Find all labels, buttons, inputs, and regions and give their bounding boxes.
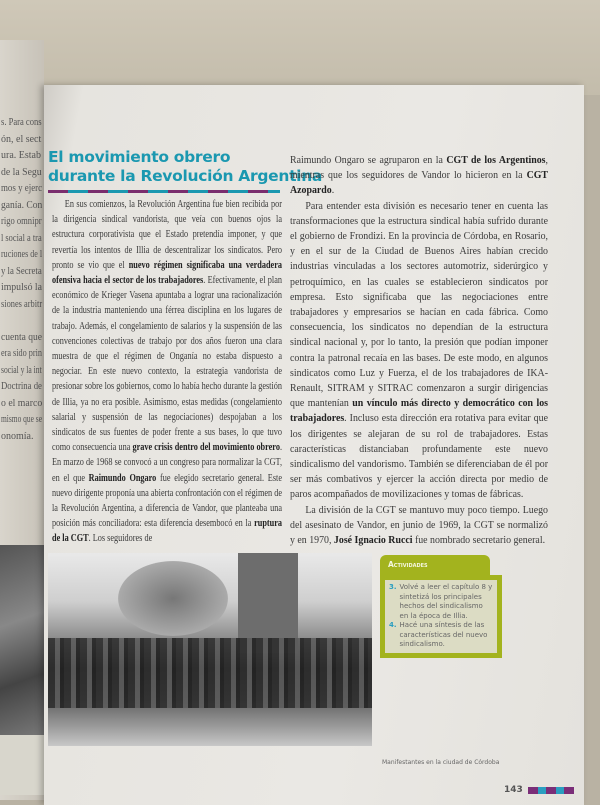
activities-header: Actividades: [380, 555, 490, 575]
previous-page-fragment: Doctrina de: [1, 381, 42, 392]
text-run: . Incluso esta dirección era rotativa para evitar que los dirigentes se alejaran de su rol de trabajadores. Estas características distanciaban profundamente este nuevo sindicalismo del vandorismo. También se diferenciaban de él por ser más combativos y ejercer la acción directa por medio de paros acompañados de movilizaciones y tomas de fábricas.: [290, 413, 548, 501]
previous-page-line: [1, 132, 43, 149]
previous-page-fragment: onomía.: [1, 430, 34, 442]
previous-page-fragment: l social a tra: [1, 232, 42, 244]
previous-page-fragment: ón, el sect: [1, 133, 42, 145]
previous-page-line: [1, 396, 43, 413]
previous-page-line: [1, 214, 43, 231]
previous-page-line: [1, 346, 43, 363]
text-run: En sus comienzos, la Revolución Argentina fue bien recibida por la dirigencia sindical vandorista, que veía con buenos ojos la estructura corporativista que el Estado pretendía imponer, y que revertía los intentos de Illia de descentralizar los sindicatos. Pero pronto se vio que el: [52, 199, 282, 271]
previous-page-line: [1, 231, 43, 248]
paragraph: [52, 197, 282, 547]
left-column: [52, 197, 282, 547]
right-column: [290, 153, 548, 548]
previous-page-fragment: impulsó la: [1, 282, 42, 293]
paragraph: [290, 199, 548, 503]
previous-page-fragment: ruciones de l: [1, 249, 43, 260]
previous-page: [0, 40, 44, 800]
previous-page-fragment: mos y ejerc: [1, 183, 43, 194]
title-line-1: El movimiento obrero: [48, 148, 231, 166]
previous-page-line: [1, 280, 43, 297]
paragraph: [290, 153, 548, 199]
previous-page-fragment: era sido prin: [1, 348, 42, 359]
bold-text: CGT de los Argentinos: [446, 155, 546, 166]
previous-page-fragment: y la Secreta: [1, 265, 42, 277]
previous-page-fragment: o el marco: [1, 397, 43, 409]
previous-page-line: [1, 247, 43, 264]
previous-page-line: [1, 198, 43, 215]
page-number: 143: [504, 785, 523, 795]
text-run: fue nombrado secretario general.: [412, 535, 546, 547]
previous-page-fragment: s. Para cons: [1, 117, 42, 128]
title-line-2: durante la Revolución Argentina: [48, 167, 323, 185]
previous-page-line: [1, 330, 43, 347]
previous-page-line: [1, 363, 43, 380]
text-run: . Los seguidores de: [88, 533, 153, 545]
bold-text: ruptura de la CGT: [52, 518, 282, 545]
activity-text: Volvé a leer el capítulo 8 y sintetizá los principales hechos del sindicalismo en la época de Illia.: [399, 583, 493, 620]
previous-page-fragment: social y la int: [1, 364, 42, 376]
previous-page-fragment: ura. Estab: [1, 150, 41, 161]
previous-page-fragment: rigo omnipr: [1, 216, 42, 227]
previous-page-line: [1, 115, 43, 132]
bold-text: nuevo régimen significaba una verdadera ofensiva hacia el sector de los trabajadores: [52, 259, 282, 287]
previous-page-line: [1, 429, 43, 446]
text-run: . Efectivamente, el plan económico de Krieger Vasena apuntaba a lograr una racionalización de la industria manteniendo una férrea disciplina en los lugares de trabajo. Además, el congelamiento de salarios y la suspensión de las convenciones colectivas de trabajo por dos años fueron una clara muestra de que el régimen de Onganía no estaba dispuesto a negociar. En este nuevo contexto, la estrategia vandorista de presionar sobre los gobiernos, como lo había hecho durante la gestión de Illia, ya no era posible. Asimismo, estas medidas (congelamiento salarial y suspensión de las negociaciones) despojaban a los sindicatos de sus fuentes de poder frente a sus bases, lo que tuvo como consecuencia una: [52, 275, 282, 454]
text-run: Para entender esta división es necesario tener en cuenta las transformaciones que la estructura sindical había sufrido durante el gobierno de Frondizi. En la provincia de Córdoba, en Rosario, y en el sur de la Ciudad de Buenos Aires habían crecido industrias vinculadas a los sectores automotriz, siderúrgico y petroquímico, en las cuales se establecieron sindicatos por empresa. Esto significaba que las negociaciones entre trabajadores y empresarios se hacían en cada fábrica. Como consecuencia, los sindicatos no dependían de la estructura sindical nacional y, por lo tanto, la presión que podían imponer contra la patronal recaía en las bases. De este modo, en algunos sindicatos como Luz y Fuerza, el de los trabajadores de IKA-Renault, SITRAM y SITRAC comenzaron a surgir dirigencias que mantenían: [290, 200, 548, 410]
previous-page-line: [1, 412, 43, 429]
page-number-stripe: [528, 787, 574, 794]
previous-page-fragment: cuenta que: [1, 331, 43, 343]
photo-tree: [118, 561, 228, 636]
text-run: Raimundo Ongaro se agruparon en la: [290, 155, 447, 166]
activity-number: 4.: [389, 621, 397, 629]
previous-page-fragment: de la Segu: [1, 166, 42, 178]
text-run: , mientras que los seguidores de Vandor lo hicieron en la: [290, 155, 549, 182]
previous-page-line: [1, 148, 43, 165]
bold-text: grave crisis dentro del movimiento obrero: [132, 442, 280, 454]
previous-page-photo: [0, 545, 44, 735]
previous-page-line: [1, 264, 43, 281]
previous-page-text: [1, 115, 43, 445]
text-run: fue elegido secretario general. Este nuevo dirigente proponía una abierta confrontación con el régimen de la Revolución Argentina, a diferencia de Vandor, que planteaba una posición más conciliadora: esta diferencia desembocó en la: [52, 472, 282, 530]
text-run: . En marzo de 1968 se convocó a un congreso para normalizar la CGT, en el que: [52, 442, 282, 484]
activity-item: [389, 583, 493, 621]
bold-text: José Ignacio Rucci: [333, 535, 413, 547]
previous-page-fragment: mismo que se: [1, 414, 42, 425]
activity-number: 3.: [389, 583, 397, 591]
activities-list: [385, 580, 497, 653]
bold-text: CGT Azopardo: [290, 170, 548, 197]
activity-text: Hacé una síntesis de las características del nuevo sindicalismo.: [399, 621, 488, 648]
previous-page-line: [1, 297, 43, 314]
previous-page-line: [1, 165, 43, 182]
bold-text: un vínculo más directo y democrático con los trabajadores: [290, 398, 548, 425]
previous-page-fragment: ganía. Con: [1, 199, 43, 211]
activities-frame: [380, 575, 502, 658]
protest-photo: [48, 553, 372, 746]
activities-box: [380, 555, 502, 658]
previous-page-line: [1, 379, 43, 396]
bold-text: Raimundo Ongaro: [88, 472, 157, 484]
photo-caption: Manifestantes en la ciudad de Córdoba: [382, 759, 500, 766]
photo-crowd: [48, 638, 372, 708]
activity-item: [389, 621, 493, 650]
text-run: .: [331, 185, 335, 197]
paragraph: [290, 503, 548, 549]
title-underline: [48, 190, 280, 193]
section-title: [48, 148, 322, 186]
text-run: La división de la CGT se mantuvo muy poco tiempo. Luego del asesinato de Vandor, en junio de 1969, la CGT se normalizó y en 1970,: [290, 504, 548, 547]
previous-page-strip: [0, 735, 44, 795]
previous-page-line: [1, 313, 43, 330]
previous-page-fragment: siones arbitr: [1, 298, 43, 310]
previous-page-line: [1, 181, 43, 198]
photo-background: [0, 0, 600, 95]
